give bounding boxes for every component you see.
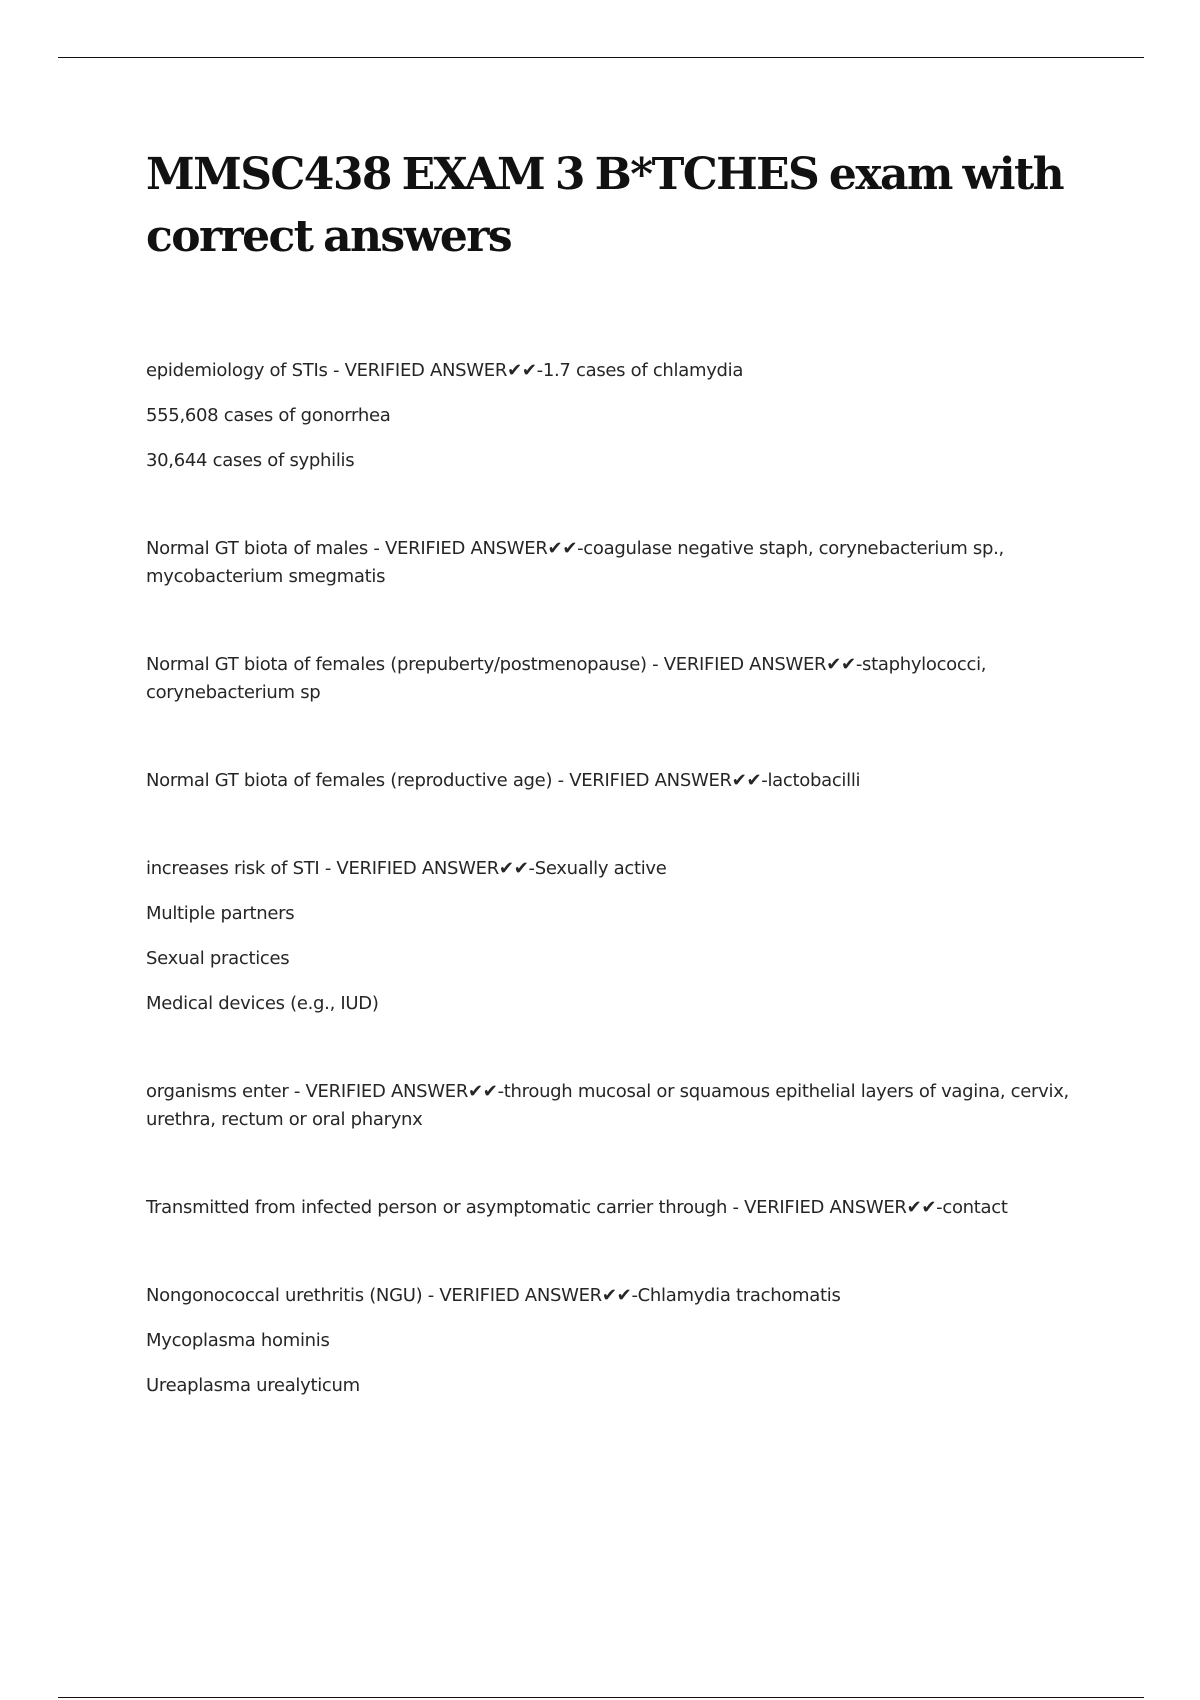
- entry-line: Nongonococcal urethritis (NGU) - VERIFIED ANSWER✔✔-Chlamydia trachomatis: [146, 1285, 841, 1306]
- entry-line: Normal GT biota of females (reproductive age) - VERIFIED ANSWER✔✔-lactobacilli: [146, 770, 861, 791]
- entry-line: organisms enter - VERIFIED ANSWER✔✔-through mucosal or squamous epithelial layers of vagina, cervix, urethra, rectum or oral pharynx: [146, 1081, 1069, 1130]
- entry-line: Transmitted from infected person or asymptomatic carrier through - VERIFIED ANSWER✔✔-contact: [146, 1197, 1008, 1218]
- document-title: MMSC438 EXAM 3 B*TCHES exam with correct answers: [146, 149, 1064, 262]
- entry-line: 30,644 cases of syphilis: [146, 450, 355, 471]
- entry-line: Multiple partners: [146, 903, 295, 924]
- entry-line: Normal GT biota of females (prepuberty/postmenopause) - VERIFIED ANSWER✔✔-staphylococci, corynebacterium sp: [146, 654, 987, 703]
- header-rule: [58, 57, 1144, 58]
- qa-entry: [146, 855, 1086, 1018]
- entry-line: epidemiology of STIs - VERIFIED ANSWER✔✔-1.7 cases of chlamydia: [146, 360, 744, 381]
- qa-entry: [146, 1078, 1086, 1134]
- qa-entry: [146, 767, 1086, 795]
- entry-line: increases risk of STI - VERIFIED ANSWER✔✔-Sexually active: [146, 858, 667, 879]
- entry-line: 555,608 cases of gonorrhea: [146, 405, 391, 426]
- qa-entry: [146, 651, 1086, 707]
- entry-line: Medical devices (e.g., IUD): [146, 993, 379, 1014]
- qa-entry: [146, 357, 1086, 475]
- qa-entry: [146, 1282, 1086, 1400]
- entry-line: Mycoplasma hominis: [146, 1330, 330, 1351]
- entry-line: Ureaplasma urealyticum: [146, 1375, 360, 1396]
- entry-line: Sexual practices: [146, 948, 290, 969]
- qa-entry: [146, 535, 1086, 591]
- document-body: [146, 357, 1086, 1460]
- footer-rule: [58, 1697, 1144, 1698]
- entry-line: Normal GT biota of males - VERIFIED ANSWER✔✔-coagulase negative staph, corynebacterium sp., mycobacterium smegmatis: [146, 538, 1004, 587]
- qa-entry: [146, 1194, 1086, 1222]
